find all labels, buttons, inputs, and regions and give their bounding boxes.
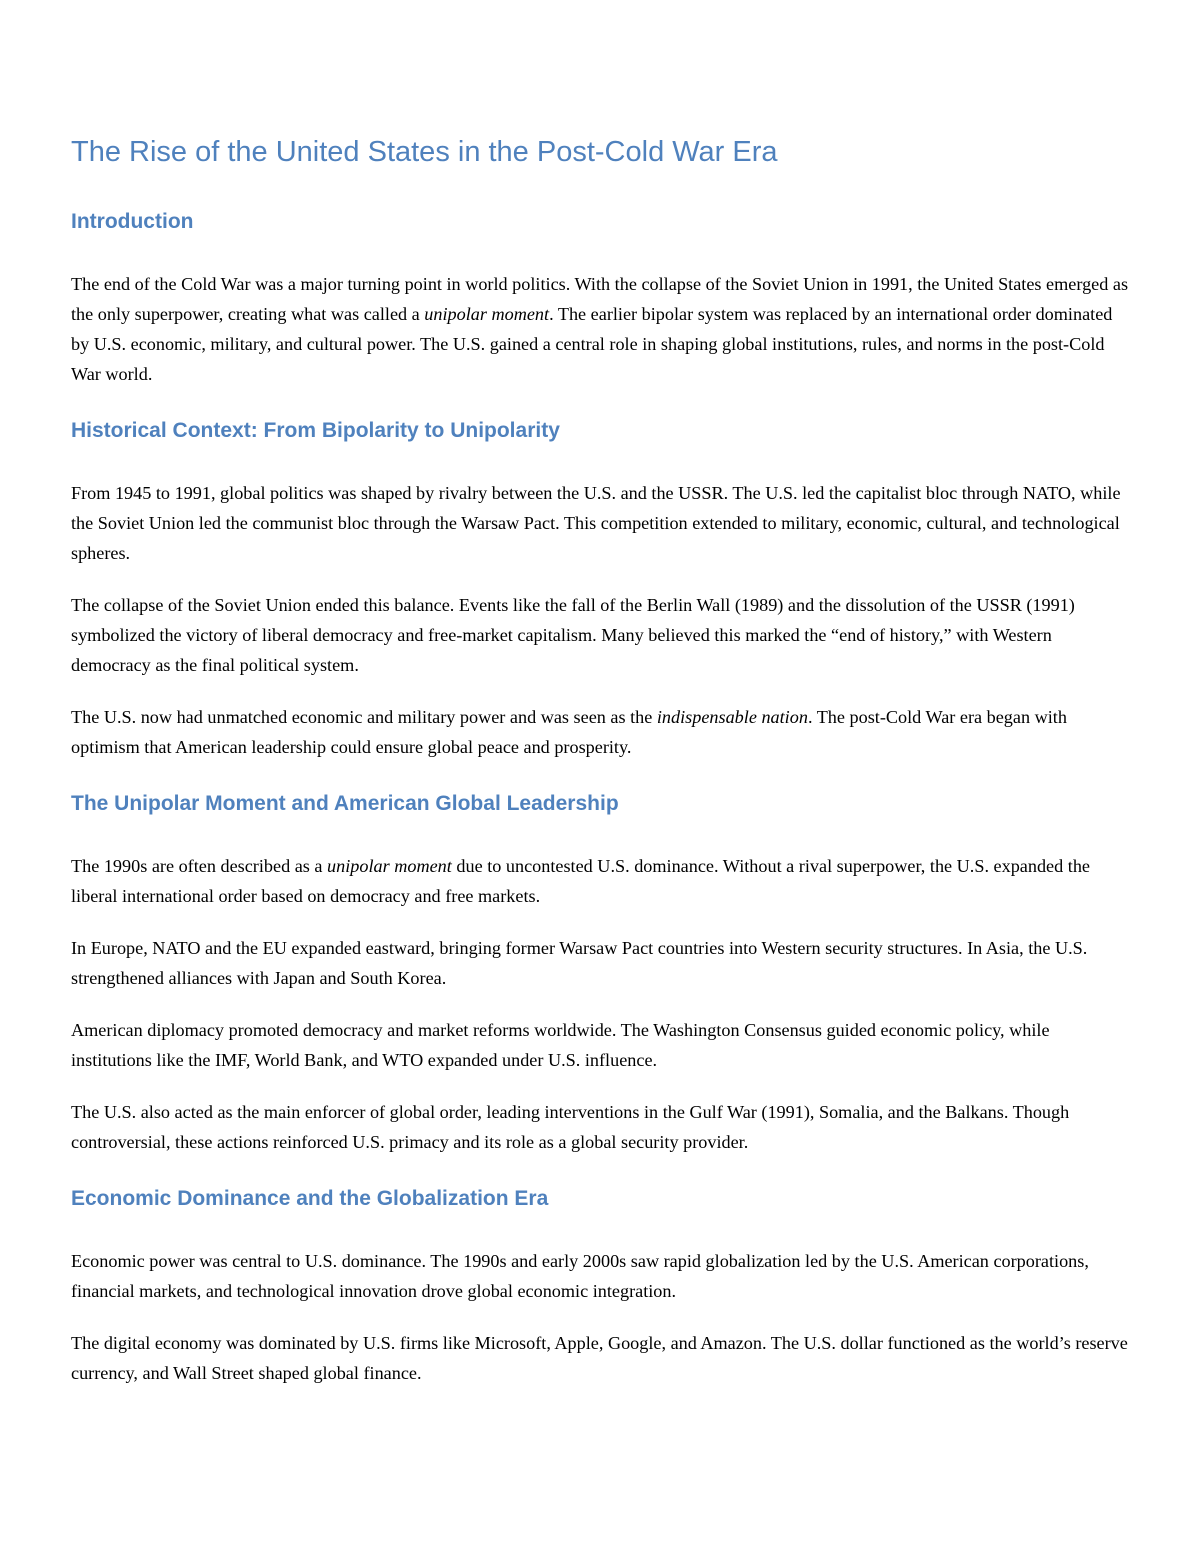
section-heading: Economic Dominance and the Globalization Era (71, 1187, 549, 1210)
emphasis-text: unipolar moment (424, 304, 550, 324)
section-introduction (71, 208, 1131, 389)
section-heading: Introduction (71, 210, 194, 233)
paragraph: In Europe, NATO and the EU expanded eastward, bringing former Warsaw Pact countries into Western security structures. In Asia, the U.S. strengthened alliances with Japan and South Korea. (71, 938, 1088, 988)
paragraph: The U.S. now had unmatched economic and military power and was seen as the indispensable nation. The post-Cold War era began with optimism that American leadership could ensure global peace and prosperity. (71, 707, 1067, 757)
paragraph: The collapse of the Soviet Union ended this balance. Events like the fall of the Berlin Wall (1989) and the dissolution of the USSR (1991) symbolized the victory of liberal democracy and free-market capitalism. Many believed this marked the “end of history,” with Western democracy as the final political system. (71, 595, 1075, 675)
section-historical-context (71, 417, 1131, 762)
emphasis-text: indispensable nation (656, 707, 808, 727)
paragraph: The U.S. also acted as the main enforcer of global order, leading interventions in the Gulf War (1991), Somalia, and the Balkans. Though controversial, these actions reinforced U.S. primacy and its role as a global security provider. (71, 1102, 1070, 1152)
paragraph: The digital economy was dominated by U.S. firms like Microsoft, Apple, Google, and Amazon. The U.S. dollar functioned as the world’s reserve currency, and Wall Street shaped global finance. (71, 1333, 1128, 1383)
paragraph: From 1945 to 1991, global politics was shaped by rivalry between the U.S. and the USSR. The U.S. led the capitalist bloc through NATO, while the Soviet Union led the communist bloc through the Warsaw Pact. This competition extended to military, economic, cultural, and technological spheres. (71, 483, 1121, 563)
paragraph: Economic power was central to U.S. dominance. The 1990s and early 2000s saw rapid globalization led by the U.S. American corporations, financial markets, and technological innovation drove global economic integration. (71, 1251, 1089, 1301)
paragraph: The end of the Cold War was a major turning point in world politics. With the collapse of the Soviet Union in 1991, the United States emerged as the only superpower, creating what was called a unipolar moment. The earlier bipolar system was replaced by an international order dominated by U.S. economic, military, and cultural power. The U.S. gained a central role in shaping global institutions, rules, and norms in the post-Cold War world. (71, 274, 1129, 384)
emphasis-text: unipolar moment (327, 856, 452, 876)
section-unipolar-moment (71, 790, 1131, 1157)
paragraph: American diplomacy promoted democracy and market reforms worldwide. The Washington Consensus guided economic policy, while institutions like the IMF, World Bank, and WTO expanded under U.S. influence. (71, 1020, 1050, 1070)
paragraph: The 1990s are often described as a unipolar moment due to uncontested U.S. dominance. Without a rival superpower, the U.S. expanded the liberal international order based on democracy and free markets. (71, 856, 1090, 906)
section-heading: The Unipolar Moment and American Global Leadership (71, 792, 619, 815)
section-economic-dominance (71, 1185, 1131, 1388)
document-page (71, 132, 1131, 1388)
section-heading: Historical Context: From Bipolarity to Unipolarity (71, 419, 560, 442)
document-title: The Rise of the United States in the Post-Cold War Era (71, 136, 778, 168)
